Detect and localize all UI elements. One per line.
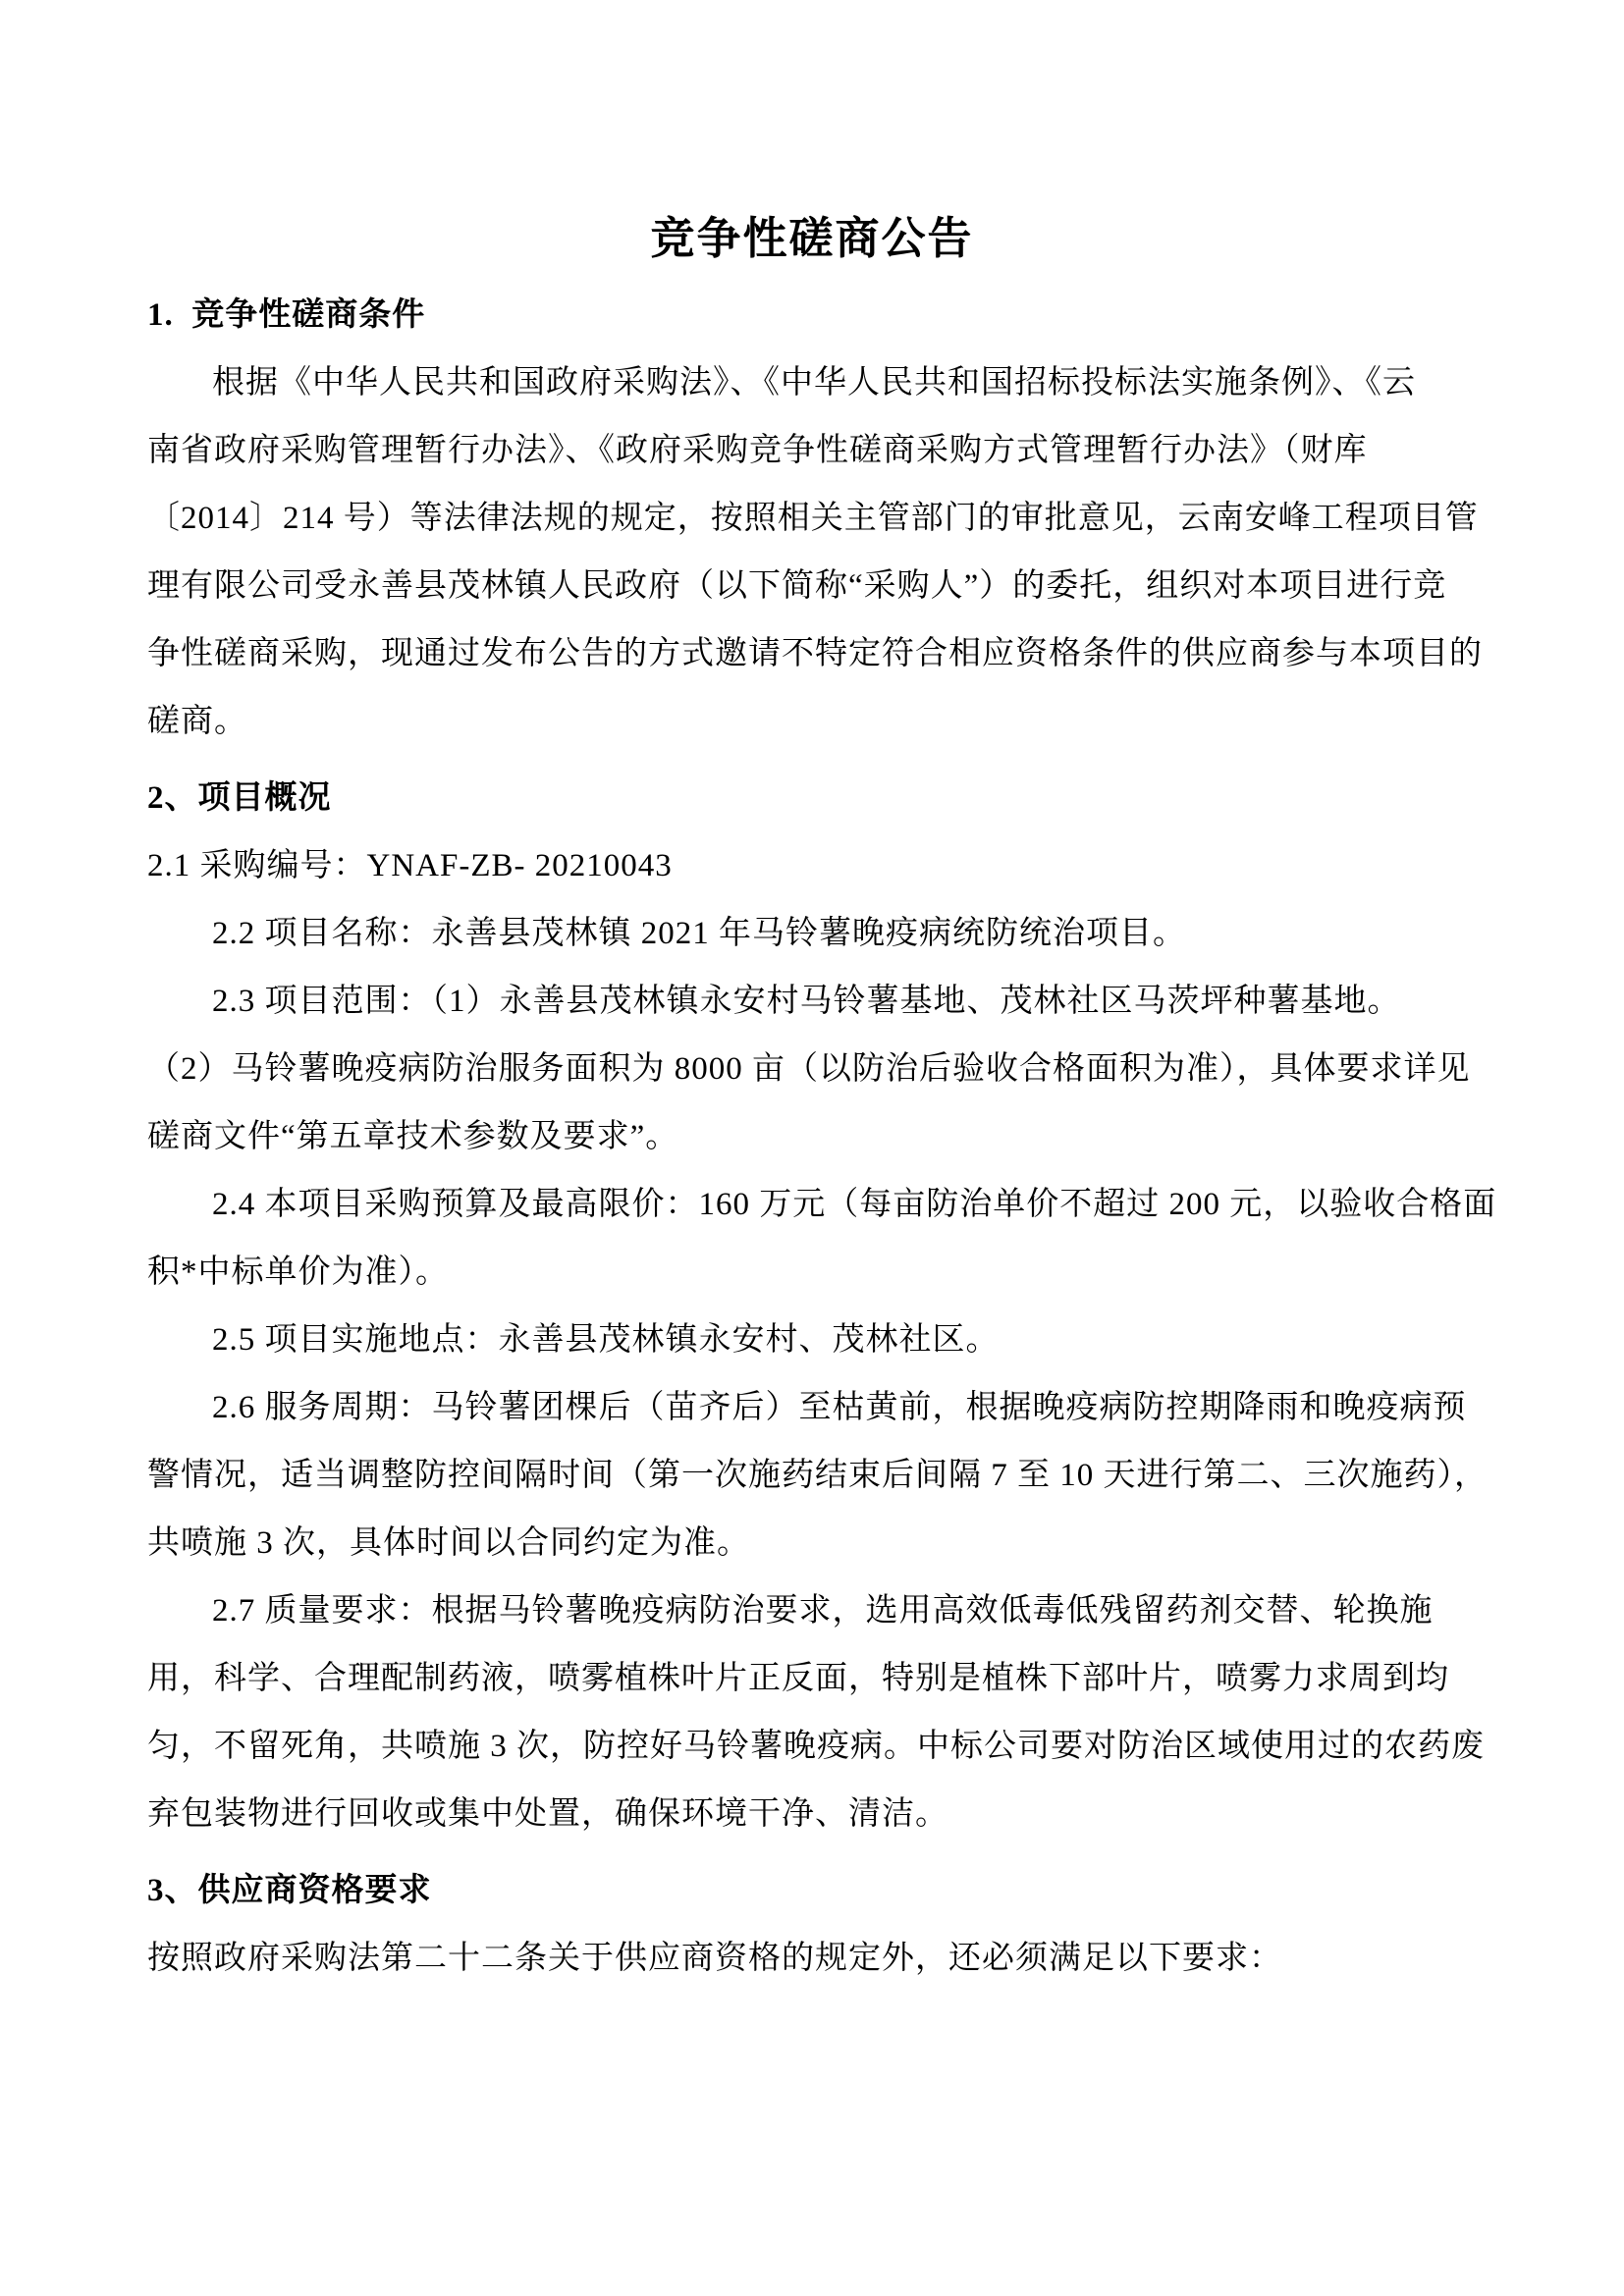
document-body: [147, 273, 1497, 1993]
paragraph-line: 2.3 项目范围：（1）永善县茂林镇永安村马铃薯基地、茂林社区马茨坪种薯基地。: [212, 984, 1401, 1019]
paragraph-line: （2）马铃薯晚疫病防治服务面积为 8000 亩（以防治后验收合格面积为准），具体要求详见: [147, 1051, 1471, 1087]
paragraph-line: 磋商。: [147, 704, 247, 739]
paragraph-line: 2.5 项目实施地点：永善县茂林镇永安村、茂林社区。: [212, 1322, 1000, 1358]
paragraph-line: 争性磋商采购，现通过发布公告的方式邀请不特定符合相应资格条件的供应商参与本项目的: [147, 636, 1483, 671]
paragraph-line: 匀，不留死角，共喷施 3 次，防控好马铃薯晚疫病。中标公司要对防治区域使用过的农药废: [147, 1729, 1485, 1764]
paragraph-line: 按照政府采购法第二十二条关于供应商资格的规定外，还必须满足以下要求：: [147, 1941, 1282, 1976]
paragraph-line: 用，科学、合理配制药液，喷雾植株叶片正反面，特别是植株下部叶片，喷雾力求周到均: [147, 1661, 1449, 1696]
paragraph-line: 2.1 采购编号：YNAF-ZB- 20210043: [147, 848, 673, 883]
paragraph-line: 积*中标单价为准）。: [147, 1255, 449, 1290]
section-heading-1: 1. 竞争性磋商条件: [147, 297, 426, 333]
paragraph-line: 2.2 项目名称：永善县茂林镇 2021 年马铃薯晚疫病统防统治项目。: [212, 916, 1186, 951]
paragraph-line: 根据《中华人民共和国政府采购法》、《中华人民共和国招标投标法实施条例》、《云: [212, 365, 1416, 400]
paragraph-line: 2.4 本项目采购预算及最高限价：160 万元（每亩防治单价不超过 200 元，以验收合格面: [212, 1187, 1497, 1222]
paragraph-line: 2.7 质量要求：根据马铃薯晚疫病防治要求，选用高效低毒低残留药剂交替、轮换施: [212, 1593, 1434, 1629]
section-heading-2: 2、项目概况: [147, 780, 332, 816]
paragraph-line: 共喷施 3 次，具体时间以合同约定为准。: [147, 1525, 750, 1561]
document-title: 竞争性磋商公告: [650, 214, 974, 263]
paragraph-line: 2.6 服务周期：马铃薯团棵后（苗齐后）至枯黄前，根据晚疫病防控期降雨和晚疫病预: [212, 1390, 1467, 1425]
paragraph-line: 理有限公司受永善县茂林镇人民政府（以下简称“采购人”）的委托，组织对本项目进行竞: [147, 568, 1447, 604]
paragraph-line: 〔2014〕214 号）等法律法规的规定，按照相关主管部门的审批意见，云南安峰工程项目管: [147, 501, 1479, 536]
paragraph-line: 弃包装物进行回收或集中处置，确保环境干净、清洁。: [147, 1796, 948, 1832]
paragraph-line: 南省政府采购管理暂行办法》、《政府采购竞争性磋商采购方式管理暂行办法》（财库: [147, 433, 1368, 468]
paragraph-line: 磋商文件“第五章技术参数及要求”。: [147, 1119, 679, 1154]
paragraph-line: 警情况，适当调整防控间隔时间（第一次施药结束后间隔 7 至 10 天进行第二、三次施药），: [147, 1458, 1488, 1493]
section-heading-3: 3、供应商资格要求: [147, 1873, 432, 1908]
